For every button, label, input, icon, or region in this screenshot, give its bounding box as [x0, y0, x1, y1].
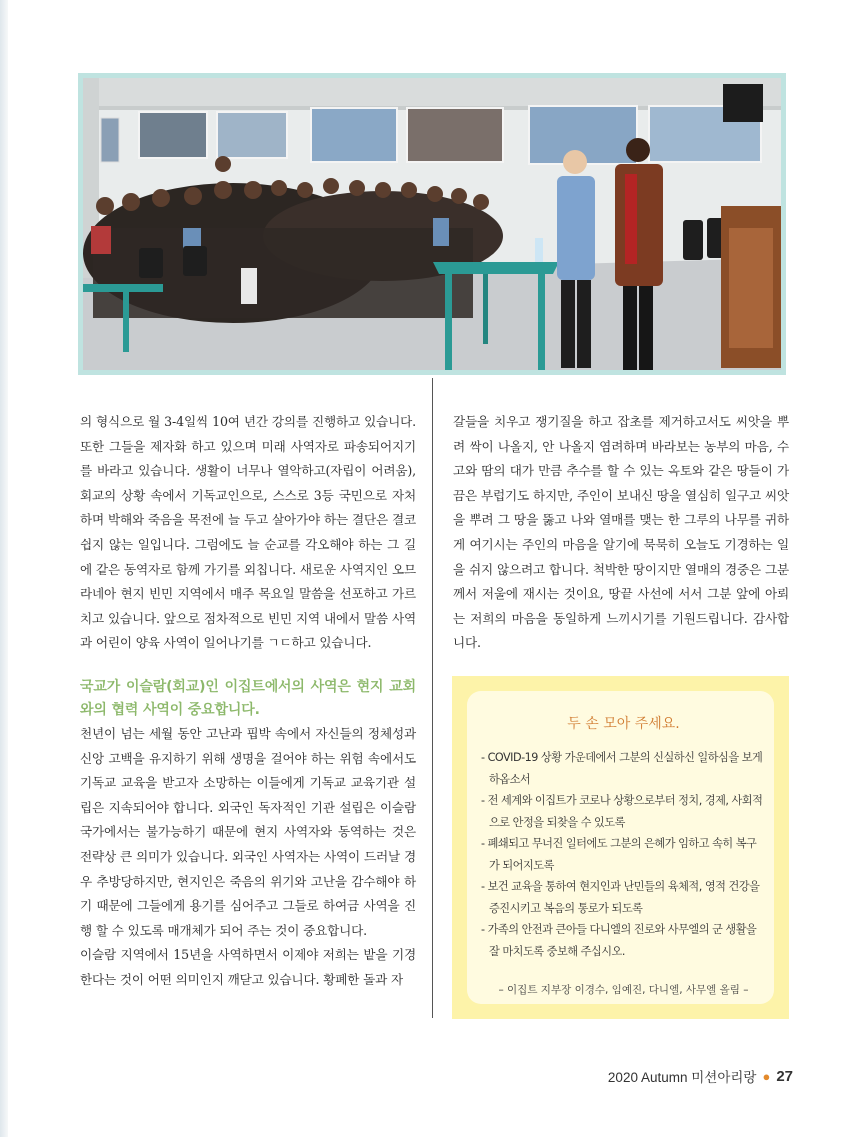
right-column	[453, 410, 789, 656]
page-edge	[0, 0, 8, 1137]
left-paragraph-2: 천년이 넘는 세월 동안 고난과 핍박 속에서 자신들의 정체성과 신앙 고백을 유지하기 위해 생명을 걸어야 하는 위험 속에서도 기독교 교육을 받고자 소망하는 이들에게 기독교 교육기관 설립은 지속되어야 합니다. 외국인 독자적인 기관 설립은 이슬람 국가에서는 불가능하기 때문에 현지 사역자와 동역하는 것은 전략상 큰 의미가 있습니다. 외국인 사역자는 사역이 드러날 경우 추방당하지만, 현지인은 죽음의 위기와 고난을 감수해야 하기 때문에 그들에게 용기를 심어주고 그들로 하여금 사역을 진행 할 수 있도록 매개체가 되어 주는 것이 중요합니다.	[80, 725, 416, 938]
page-footer	[608, 1066, 793, 1086]
issue-label: 2020 Autumn 미션아리랑	[607, 1070, 757, 1085]
column-divider	[432, 378, 433, 1018]
prayer-item: - 보건 교육을 통하여 현지인과 난민들의 육체적, 영적 건강을 증진시키고 복음의 통로가 되도록	[481, 880, 760, 915]
prayer-item: - COVID-19 상황 가운데에서 그분의 신실하신 일하심을 보게 하옵소서	[481, 751, 763, 786]
left-paragraph-1: 의 형식으로 월 3-4일씩 10여 년간 강의를 진행하고 있습니다. 또한 그들을 제자화 하고 있으며 미래 사역자로 파송되어지기를 바라고 있습니다. 생활이 너무나 열악하고(자립이 어려움), 회교의 상황 속에서 기독교인으로, 스스로 3등 국민으로 자처하며 박해와 죽음을 목전에 늘 두고 살아가야 하는 결단은 결코 쉽지 않는 일입니다. 그럼에도 늘 순교를 각오해야 하는 그 길에 같은 동역자로 함께 가기를 외칩니다. 새로운 사역지인 오므라네아 현지 빈민 지역에서 매주 목요일 말씀을 선포하고 가르치고 있습니다. 앞으로 점차적으로 빈민 지역 내에서 말씀 사역과 어린이 양육 사역이 일어나기를 ㄱㄷ하고 있습니다.	[80, 414, 416, 651]
left-paragraph-3: 이슬람 지역에서 15년을 사역하면서 이제야 저희는 밭을 기경한다는 것이 어떤 의미인지 깨닫고 있습니다. 황폐한 돌과 자	[80, 947, 416, 987]
page-number: 27	[776, 1067, 793, 1085]
bullet-dot-icon: ●	[762, 1068, 771, 1084]
prayer-list	[481, 747, 766, 962]
left-column	[80, 410, 416, 992]
prayer-item: - 폐쇄되고 무너진 일터에도 그분의 은혜가 임하고 속히 복구가 되어지도록	[481, 837, 757, 872]
prayer-item: - 가족의 안전과 큰아들 다니엘의 진로와 사무엘의 군 생활을 잘 마치도록 중보해 주십시오.	[481, 923, 757, 958]
prayer-request-box	[452, 676, 789, 1019]
event-photo	[78, 73, 786, 375]
prayer-item: - 전 세계와 이집트가 코로나 상황으로부터 정치, 경제, 사회적으로 안정을 되찾을 수 있도록	[481, 794, 763, 829]
prayer-request-panel	[467, 691, 774, 1004]
prayer-title: 두 손 모아 주세요.	[567, 716, 680, 732]
classroom-photo-illustration	[83, 78, 781, 370]
section-subheading: 국교가 이슬람(회교)인 이집트에서의 사역은 현지 교회와의 협력 사역이 중요합니다.	[80, 678, 416, 718]
right-paragraph-1: 갈들을 치우고 쟁기질을 하고 잡초를 제거하고서도 씨앗을 뿌려 싹이 나올지, 안 나올지 염려하며 바라보는 농부의 마음, 수고와 땀의 대가 만큼 추수를 할 수 있는 옥토와 같은 땅들이 가끔은 부럽기도 하지만, 주인이 보내신 땅을 열심히 일구고 씨앗을 뿌려 그 땅을 뚫고 나와 열매를 맺는 한 그루의 나무를 귀하게 여기시는 주인의 마음을 알기에 묵묵히 오늘도 기경하는 일을 쉬지 않으려고 합니다. 척박한 땅이지만 열매의 경중은 그분께서 저울에 재시는 것이요, 땅끝 사선에 서서 그분 앞에 아뢰는 저희의 마음을 동일하게 느끼시기를 기원드립니다. 감사합니다.	[453, 414, 789, 651]
prayer-signature: – 이집트 지부장 이경수, 임예진, 다니엘, 사무엘 올림 –	[498, 984, 749, 996]
